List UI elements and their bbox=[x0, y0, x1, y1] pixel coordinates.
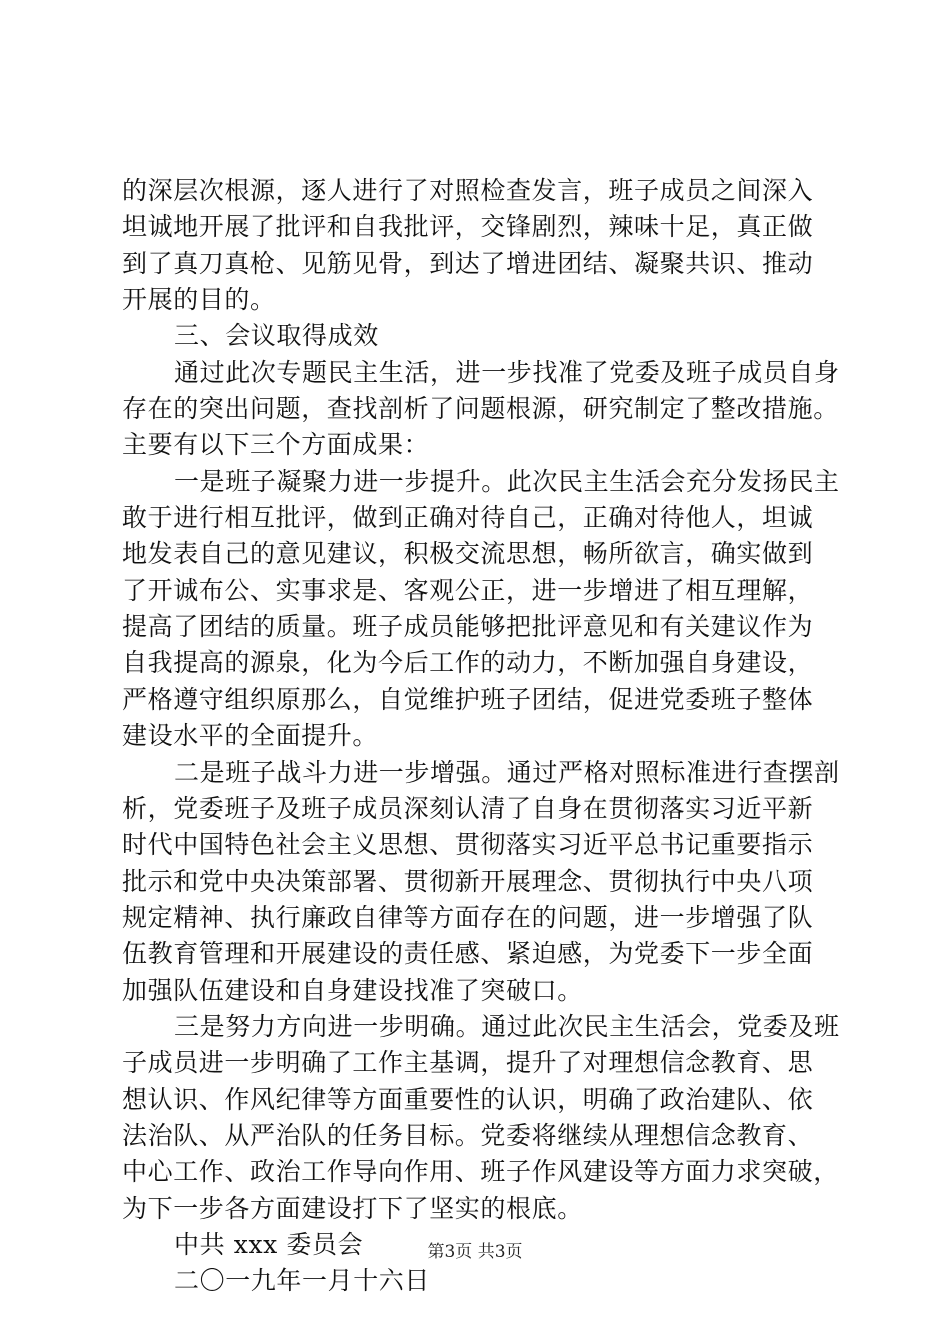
text-line: 加强队伍建设和自身建设找准了突破口。 bbox=[122, 975, 583, 1005]
text-line: 伍教育管理和开展建设的责任感、紧迫感，为党委下一步全面 bbox=[122, 939, 814, 969]
signature-organization: 中共 xxx 委员会 bbox=[174, 1229, 364, 1259]
text-line: 主要有以下三个方面成果： bbox=[122, 430, 430, 460]
text-line: 析，党委班子及班子成员深刻认清了自身在贯彻落实习近平新 bbox=[122, 793, 814, 823]
section-heading: 三、会议取得成效 bbox=[174, 321, 379, 351]
text-line: 敢于进行相互批评，做到正确对待自己，正确对待他人，坦诚 bbox=[122, 503, 814, 533]
text-line: 开展的目的。 bbox=[122, 285, 276, 315]
text-line: 坦诚地开展了批评和自我批评，交锋剧烈，辣味十足，真正做 bbox=[122, 212, 814, 242]
text-line: 严格遵守组织原那么，自觉维护班子团结，促进党委班子整体 bbox=[122, 684, 814, 714]
text-line: 通过此次专题民主生活，进一步找准了党委及班子成员自身 bbox=[174, 357, 840, 387]
text-line: 为下一步各方面建设打下了坚实的根底。 bbox=[122, 1193, 583, 1223]
text-line: 的深层次根源，逐人进行了对照检查发言，班子成员之间深入 bbox=[122, 176, 814, 205]
text-line: 了开诚布公、实事求是、客观公正，进一步增进了相互理解， bbox=[122, 575, 814, 605]
text-line: 法治队、从严治队的任务目标。党委将继续从理想信念教育、 bbox=[122, 1120, 814, 1150]
text-line: 地发表自己的意见建议，积极交流思想，畅所欲言，确实做到 bbox=[122, 539, 814, 569]
document-body bbox=[122, 173, 842, 1300]
text-line: 批示和党中央决策部署、贯彻新开展理念、贯彻执行中央八项 bbox=[122, 866, 814, 896]
text-line: 时代中国特色社会主义思想、贯彻落实习近平总书记重要指示 bbox=[122, 830, 814, 860]
text-line: 到了真刀真枪、见筋见骨，到达了增进团结、凝聚共识、推动 bbox=[122, 248, 814, 278]
text-line: 一是班子凝聚力进一步提升。此次民主生活会充分发扬民主 bbox=[174, 466, 840, 496]
text-line: 建设水平的全面提升。 bbox=[122, 721, 379, 751]
text-line: 规定精神、执行廉政自律等方面存在的问题，进一步增强了队 bbox=[122, 902, 814, 932]
page-number: 第3页 共3页 bbox=[427, 1242, 523, 1262]
text-line: 中心工作、政治工作导向作用、班子作风建设等方面力求突破， bbox=[122, 1157, 839, 1187]
text-line: 三是努力方向进一步明确。通过此次民主生活会，党委及班 bbox=[174, 1011, 840, 1041]
text-line: 提高了团结的质量。班子成员能够把批评意见和有关建议作为 bbox=[122, 612, 814, 642]
text-line: 想认识、作风纪律等方面重要性的认识，明确了政治建队、依 bbox=[122, 1084, 814, 1114]
text-line: 子成员进一步明确了工作主基调，提升了对理想信念教育、思 bbox=[122, 1048, 814, 1078]
text-line: 自我提高的源泉，化为今后工作的动力，不断加强自身建设， bbox=[122, 648, 814, 678]
text-line: 二是班子战斗力进一步增强。通过严格对照标准进行查摆剖 bbox=[174, 757, 840, 787]
signature-date: 二〇一九年一月十六日 bbox=[174, 1266, 431, 1296]
text-line: 存在的突出问题，查找剖析了问题根源，研究制定了整改措施。 bbox=[122, 394, 839, 424]
